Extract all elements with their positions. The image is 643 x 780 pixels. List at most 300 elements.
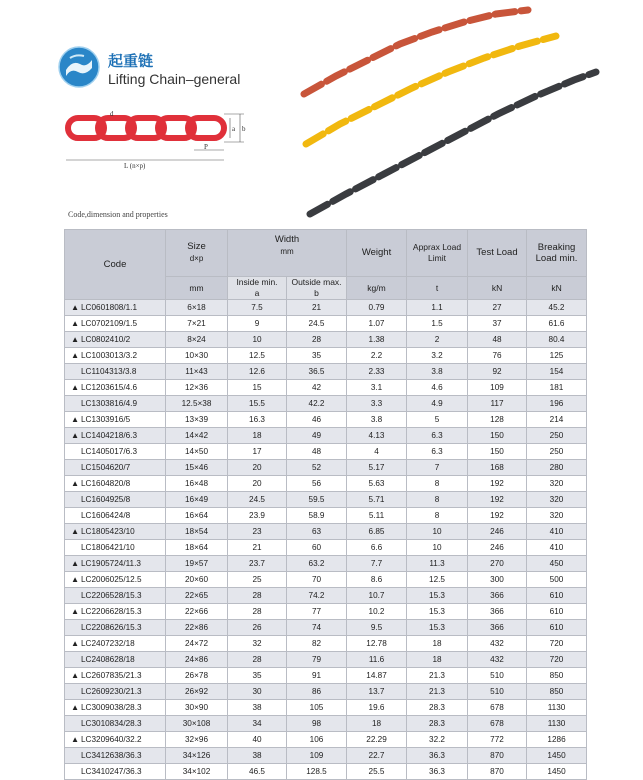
chain-spec-table — [64, 229, 587, 780]
triangle-marker-icon: ▲ — [71, 734, 80, 744]
outside-cell: 70 — [287, 572, 347, 588]
code-cell — [65, 412, 166, 428]
load-limit-cell: 10 — [407, 540, 468, 556]
load-limit-cell: 4.6 — [407, 380, 468, 396]
weight-cell: 1.07 — [347, 316, 407, 332]
weight-cell: 5.17 — [347, 460, 407, 476]
table-caption: Code,dimension and properties — [68, 210, 168, 219]
test-load-cell: 109 — [468, 380, 527, 396]
outside-cell: 36.5 — [287, 364, 347, 380]
breaking-load-cell: 850 — [527, 668, 587, 684]
triangle-marker-icon: ▲ — [71, 302, 80, 312]
load-limit-cell: 18 — [407, 636, 468, 652]
code-cell — [65, 364, 166, 380]
size-cell: 10×30 — [166, 348, 228, 364]
size-cell: 22×86 — [166, 620, 228, 636]
table-row — [65, 444, 587, 460]
outside-cell: 21 — [287, 300, 347, 316]
outside-cell: 48 — [287, 444, 347, 460]
weight-cell: 2.2 — [347, 348, 407, 364]
weight-cell: 10.7 — [347, 588, 407, 604]
test-load-cell: 772 — [468, 732, 527, 748]
inside-cell: 12.5 — [228, 348, 287, 364]
weight-cell: 7.7 — [347, 556, 407, 572]
breaking-load-cell: 610 — [527, 620, 587, 636]
outside-cell: 56 — [287, 476, 347, 492]
code-text: LC1606424/8 — [81, 510, 131, 520]
code-cell — [65, 476, 166, 492]
breaking-load-cell: 80.4 — [527, 332, 587, 348]
test-load-cell: 76 — [468, 348, 527, 364]
outside-cell: 77 — [287, 604, 347, 620]
test-load-cell: 192 — [468, 476, 527, 492]
load-limit-cell: 15.3 — [407, 620, 468, 636]
inside-cell: 32 — [228, 636, 287, 652]
title-chinese: 起重链 — [108, 52, 154, 70]
size-cell: 18×64 — [166, 540, 228, 556]
header-size-label: Size — [187, 241, 206, 252]
code-text: LC2208626/15.3 — [81, 622, 142, 632]
weight-cell: 4 — [347, 444, 407, 460]
inside-cell: 20 — [228, 476, 287, 492]
load-limit-cell: 12.5 — [407, 572, 468, 588]
code-cell — [65, 636, 166, 652]
code-text: LC2006025/12.5 — [81, 574, 142, 584]
code-text: LC1104313/3.8 — [81, 366, 137, 376]
header-weight: Weight — [347, 230, 407, 277]
outside-cell: 105 — [287, 700, 347, 716]
code-cell — [65, 700, 166, 716]
test-load-cell: 366 — [468, 620, 527, 636]
test-load-cell: 150 — [468, 428, 527, 444]
weight-cell: 12.78 — [347, 636, 407, 652]
table-body — [65, 300, 587, 780]
table-row — [65, 380, 587, 396]
table-row — [65, 588, 587, 604]
size-cell: 14×50 — [166, 444, 228, 460]
triangle-marker-icon: ▲ — [71, 638, 80, 648]
table-row — [65, 412, 587, 428]
load-limit-cell: 2 — [407, 332, 468, 348]
size-cell: 11×43 — [166, 364, 228, 380]
size-cell: 6×18 — [166, 300, 228, 316]
test-load-cell: 270 — [468, 556, 527, 572]
load-limit-cell: 6.3 — [407, 428, 468, 444]
test-load-cell: 432 — [468, 636, 527, 652]
code-cell — [65, 540, 166, 556]
size-cell: 18×54 — [166, 524, 228, 540]
breaking-load-cell: 125 — [527, 348, 587, 364]
size-cell: 22×65 — [166, 588, 228, 604]
triangle-marker-icon: ▲ — [71, 478, 80, 488]
weight-cell: 0.79 — [347, 300, 407, 316]
code-cell — [65, 652, 166, 668]
header-size — [166, 230, 228, 277]
header-size-unit: mm — [166, 277, 228, 300]
weight-cell: 4.13 — [347, 428, 407, 444]
breaking-load-cell: 320 — [527, 476, 587, 492]
weight-cell: 22.29 — [347, 732, 407, 748]
table-row — [65, 348, 587, 364]
breaking-load-cell: 720 — [527, 636, 587, 652]
inside-cell: 9 — [228, 316, 287, 332]
weight-cell: 6.6 — [347, 540, 407, 556]
code-cell — [65, 604, 166, 620]
weight-cell: 5.71 — [347, 492, 407, 508]
table-row — [65, 540, 587, 556]
breaking-load-cell: 1450 — [527, 748, 587, 764]
code-text: LC2407232/18 — [81, 638, 135, 648]
breaking-load-cell: 500 — [527, 572, 587, 588]
breaking-load-cell: 214 — [527, 412, 587, 428]
test-load-cell: 246 — [468, 524, 527, 540]
size-cell: 16×49 — [166, 492, 228, 508]
triangle-marker-icon: ▲ — [71, 382, 80, 392]
code-text: LC1203615/4.6 — [81, 382, 137, 392]
code-text: LC2206628/15.3 — [81, 606, 142, 616]
inside-cell: 38 — [228, 748, 287, 764]
code-cell — [65, 684, 166, 700]
breaking-load-cell: 61.6 — [527, 316, 587, 332]
load-limit-cell: 8 — [407, 476, 468, 492]
header-outside-sym: b — [314, 288, 319, 298]
code-text: LC3009038/28.3 — [81, 702, 142, 712]
code-text: LC2607835/21.3 — [81, 670, 142, 680]
outside-cell: 98 — [287, 716, 347, 732]
test-load-cell: 366 — [468, 604, 527, 620]
code-cell — [65, 396, 166, 412]
chain-product-photo — [300, 2, 600, 220]
load-limit-cell: 8 — [407, 492, 468, 508]
test-load-cell: 432 — [468, 652, 527, 668]
triangle-marker-icon: ▲ — [71, 318, 80, 328]
inside-cell: 16.3 — [228, 412, 287, 428]
inside-cell: 21 — [228, 540, 287, 556]
table-row — [65, 732, 587, 748]
diagram-label-a: a — [232, 125, 236, 133]
code-cell — [65, 380, 166, 396]
weight-cell: 14.87 — [347, 668, 407, 684]
code-text: LC0601808/1.1 — [81, 302, 137, 312]
triangle-marker-icon: ▲ — [71, 558, 80, 568]
code-text: LC1303916/5 — [81, 414, 131, 424]
inside-cell: 23.9 — [228, 508, 287, 524]
outside-cell: 28 — [287, 332, 347, 348]
code-text: LC0802410/2 — [81, 334, 131, 344]
breaking-load-cell: 250 — [527, 444, 587, 460]
diagram-label-b: b — [242, 125, 246, 133]
outside-cell: 128.5 — [287, 764, 347, 780]
weight-cell: 3.1 — [347, 380, 407, 396]
code-cell — [65, 524, 166, 540]
code-cell — [65, 460, 166, 476]
weight-cell: 2.33 — [347, 364, 407, 380]
inside-cell: 18 — [228, 428, 287, 444]
test-load-cell: 48 — [468, 332, 527, 348]
header-apprax: Apprax Load Limit — [407, 230, 468, 277]
breaking-load-cell: 1130 — [527, 700, 587, 716]
outside-cell: 42.2 — [287, 396, 347, 412]
diagram-label-p: P — [204, 143, 208, 151]
load-limit-cell: 28.3 — [407, 716, 468, 732]
load-limit-cell: 7 — [407, 460, 468, 476]
weight-cell: 19.6 — [347, 700, 407, 716]
code-cell — [65, 348, 166, 364]
breaking-load-cell: 154 — [527, 364, 587, 380]
test-load-cell: 92 — [468, 364, 527, 380]
outside-cell: 35 — [287, 348, 347, 364]
inside-cell: 15 — [228, 380, 287, 396]
test-load-cell: 870 — [468, 764, 527, 780]
header-inside-label: Inside min. — [236, 277, 278, 287]
table-row — [65, 716, 587, 732]
code-text: LC1504620/7 — [81, 462, 131, 472]
code-text: LC1905724/11.3 — [81, 558, 141, 568]
code-cell — [65, 300, 166, 316]
code-text: LC1404218/6.3 — [81, 430, 137, 440]
test-load-cell: 27 — [468, 300, 527, 316]
outside-cell: 46 — [287, 412, 347, 428]
outside-cell: 63 — [287, 524, 347, 540]
code-text: LC1003013/3.2 — [81, 350, 137, 360]
table-row — [65, 764, 587, 780]
table-row — [65, 700, 587, 716]
header-breaking-unit: kN — [527, 277, 587, 300]
outside-cell: 86 — [287, 684, 347, 700]
triangle-marker-icon: ▲ — [71, 414, 80, 424]
triangle-marker-icon: ▲ — [71, 574, 80, 584]
inside-cell: 28 — [228, 588, 287, 604]
weight-cell: 22.7 — [347, 748, 407, 764]
size-cell: 24×72 — [166, 636, 228, 652]
table-row — [65, 476, 587, 492]
weight-cell: 13.7 — [347, 684, 407, 700]
diagram-label-d: d — [110, 110, 114, 118]
inside-cell: 23.7 — [228, 556, 287, 572]
table-row — [65, 396, 587, 412]
inside-cell: 15.5 — [228, 396, 287, 412]
load-limit-cell: 5 — [407, 412, 468, 428]
size-cell: 30×90 — [166, 700, 228, 716]
breaking-load-cell: 320 — [527, 508, 587, 524]
size-cell: 15×46 — [166, 460, 228, 476]
breaking-load-cell: 720 — [527, 652, 587, 668]
load-limit-cell: 28.3 — [407, 700, 468, 716]
outside-cell: 42 — [287, 380, 347, 396]
header-apprax-unit: t — [407, 277, 468, 300]
weight-cell: 5.63 — [347, 476, 407, 492]
test-load-cell: 192 — [468, 508, 527, 524]
code-text: LC1405017/6.3 — [81, 446, 137, 456]
size-cell: 24×86 — [166, 652, 228, 668]
outside-cell: 79 — [287, 652, 347, 668]
test-load-cell: 117 — [468, 396, 527, 412]
weight-cell: 3.3 — [347, 396, 407, 412]
header-weight-unit: kg/m — [347, 277, 407, 300]
world-globe-icon — [58, 46, 100, 88]
code-cell — [65, 492, 166, 508]
weight-cell: 10.2 — [347, 604, 407, 620]
code-cell — [65, 716, 166, 732]
triangle-marker-icon: ▲ — [71, 670, 80, 680]
inside-cell: 28 — [228, 604, 287, 620]
header-breaking: Breaking Load min. — [527, 230, 587, 277]
table-row — [65, 508, 587, 524]
load-limit-cell: 1.1 — [407, 300, 468, 316]
table-row — [65, 652, 587, 668]
weight-cell: 18 — [347, 716, 407, 732]
load-limit-cell: 11.3 — [407, 556, 468, 572]
load-limit-cell: 15.3 — [407, 604, 468, 620]
load-limit-cell: 32.2 — [407, 732, 468, 748]
outside-cell: 74.2 — [287, 588, 347, 604]
triangle-marker-icon: ▲ — [71, 430, 80, 440]
triangle-marker-icon: ▲ — [71, 350, 80, 360]
outside-cell: 109 — [287, 748, 347, 764]
code-cell — [65, 668, 166, 684]
load-limit-cell: 6.3 — [407, 444, 468, 460]
table-row — [65, 460, 587, 476]
breaking-load-cell: 610 — [527, 588, 587, 604]
size-cell: 12×36 — [166, 380, 228, 396]
size-cell: 34×102 — [166, 764, 228, 780]
outside-cell: 59.5 — [287, 492, 347, 508]
header-size-sub: d×p — [189, 254, 204, 263]
load-limit-cell: 21.3 — [407, 668, 468, 684]
inside-cell: 38 — [228, 700, 287, 716]
code-text: LC1806421/10 — [81, 542, 135, 552]
inside-cell: 24.5 — [228, 492, 287, 508]
inside-cell: 34 — [228, 716, 287, 732]
table-row — [65, 556, 587, 572]
size-cell: 16×64 — [166, 508, 228, 524]
breaking-load-cell: 1450 — [527, 764, 587, 780]
table-row — [65, 428, 587, 444]
test-load-cell: 678 — [468, 700, 527, 716]
triangle-marker-icon: ▲ — [71, 334, 80, 344]
code-text: LC2408628/18 — [81, 654, 135, 664]
table-row — [65, 620, 587, 636]
inside-cell: 17 — [228, 444, 287, 460]
size-cell: 26×78 — [166, 668, 228, 684]
load-limit-cell: 3.8 — [407, 364, 468, 380]
test-load-cell: 37 — [468, 316, 527, 332]
title-english: Lifting Chain–general — [108, 71, 241, 87]
code-text: LC2609230/21.3 — [81, 686, 142, 696]
load-limit-cell: 18 — [407, 652, 468, 668]
code-cell — [65, 316, 166, 332]
outside-cell: 49 — [287, 428, 347, 444]
breaking-load-cell: 410 — [527, 540, 587, 556]
header-width — [228, 230, 347, 277]
inside-cell: 46.5 — [228, 764, 287, 780]
inside-cell: 35 — [228, 668, 287, 684]
diagram-label-l: L (n×p) — [124, 162, 146, 170]
table-row — [65, 300, 587, 316]
load-limit-cell: 15.3 — [407, 588, 468, 604]
header-outside — [287, 277, 347, 300]
weight-cell: 3.8 — [347, 412, 407, 428]
size-cell: 12.5×38 — [166, 396, 228, 412]
code-cell — [65, 588, 166, 604]
test-load-cell: 192 — [468, 492, 527, 508]
code-text: LC3410247/36.3 — [81, 766, 142, 776]
triangle-marker-icon: ▲ — [71, 702, 80, 712]
breaking-load-cell: 181 — [527, 380, 587, 396]
table-row — [65, 572, 587, 588]
inside-cell: 20 — [228, 460, 287, 476]
triangle-marker-icon: ▲ — [71, 606, 80, 616]
size-cell: 7×21 — [166, 316, 228, 332]
code-text: LC1805423/10 — [81, 526, 135, 536]
size-cell: 16×48 — [166, 476, 228, 492]
code-cell — [65, 764, 166, 780]
table-row — [65, 668, 587, 684]
outside-cell: 52 — [287, 460, 347, 476]
code-text: LC0702109/1.5 — [81, 318, 137, 328]
weight-cell: 25.5 — [347, 764, 407, 780]
load-limit-cell: 1.5 — [407, 316, 468, 332]
test-load-cell: 150 — [468, 444, 527, 460]
weight-cell: 6.85 — [347, 524, 407, 540]
table-row — [65, 636, 587, 652]
header-width-unit: mm — [280, 247, 294, 256]
outside-cell: 24.5 — [287, 316, 347, 332]
header-code: Code — [65, 230, 166, 300]
breaking-load-cell: 850 — [527, 684, 587, 700]
test-load-cell: 168 — [468, 460, 527, 476]
inside-cell: 7.5 — [228, 300, 287, 316]
breaking-load-cell: 410 — [527, 524, 587, 540]
code-cell — [65, 572, 166, 588]
header-width-label: Width — [274, 234, 300, 245]
test-load-cell: 246 — [468, 540, 527, 556]
code-text: LC3010834/28.3 — [81, 718, 142, 728]
code-text: LC2206528/15.3 — [81, 590, 142, 600]
table-row — [65, 364, 587, 380]
table-row — [65, 684, 587, 700]
chain-dimension-diagram — [64, 110, 264, 170]
size-cell: 34×126 — [166, 748, 228, 764]
code-cell — [65, 748, 166, 764]
inside-cell: 25 — [228, 572, 287, 588]
header-inside-sym: a — [254, 288, 260, 298]
breaking-load-cell: 320 — [527, 492, 587, 508]
weight-cell: 11.6 — [347, 652, 407, 668]
breaking-load-cell: 280 — [527, 460, 587, 476]
triangle-marker-icon: ▲ — [71, 526, 80, 536]
weight-cell: 9.5 — [347, 620, 407, 636]
inside-cell: 28 — [228, 652, 287, 668]
code-cell — [65, 428, 166, 444]
code-cell — [65, 332, 166, 348]
load-limit-cell: 36.3 — [407, 748, 468, 764]
code-cell — [65, 508, 166, 524]
code-cell — [65, 732, 166, 748]
breaking-load-cell: 610 — [527, 604, 587, 620]
weight-cell: 8.6 — [347, 572, 407, 588]
code-text: LC1604925/8 — [81, 494, 131, 504]
outside-cell: 58.9 — [287, 508, 347, 524]
header-test: Test Load — [468, 230, 527, 277]
breaking-load-cell: 450 — [527, 556, 587, 572]
load-limit-cell: 8 — [407, 508, 468, 524]
load-limit-cell: 4.9 — [407, 396, 468, 412]
code-text: LC1303816/4.9 — [81, 398, 137, 408]
table-row — [65, 492, 587, 508]
test-load-cell: 300 — [468, 572, 527, 588]
outside-cell: 74 — [287, 620, 347, 636]
